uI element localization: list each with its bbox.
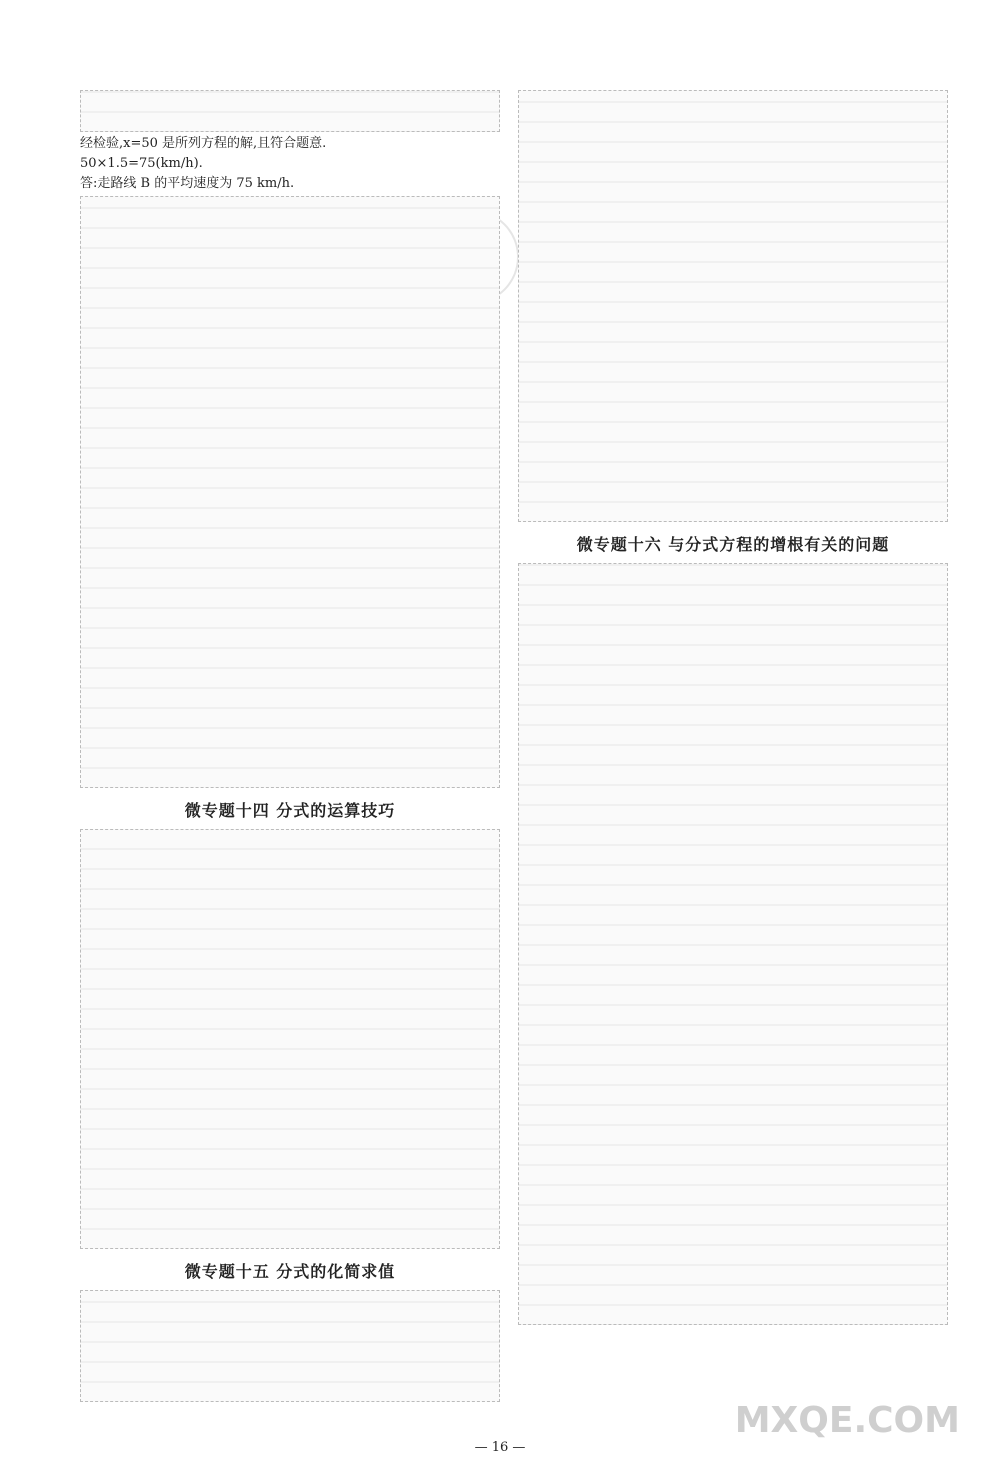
text-line: 答:走路线 B 的平均速度为 75 km/h. xyxy=(80,176,295,191)
text-line: 经检验,x=50 是所列方程的解,且符合题意. xyxy=(80,136,327,151)
page-number: — 16 — xyxy=(474,1440,526,1455)
section-title: 微专题十四 分式的运算技巧 xyxy=(184,801,396,820)
content-placeholder xyxy=(80,196,500,788)
left-column xyxy=(80,88,500,1404)
content-placeholder xyxy=(80,90,500,132)
content-placeholder xyxy=(518,90,948,522)
section-title: 微专题十六 与分式方程的增根有关的问题 xyxy=(576,535,890,554)
right-column xyxy=(518,88,948,1327)
content-placeholder xyxy=(80,829,500,1249)
content-placeholder xyxy=(80,1290,500,1402)
text-line: 50×1.5=75(km/h). xyxy=(80,156,203,171)
watermark-corner: MXQE.COM xyxy=(734,1400,960,1441)
content-placeholder xyxy=(518,563,948,1325)
section-title: 微专题十五 分式的化简求值 xyxy=(184,1262,396,1281)
